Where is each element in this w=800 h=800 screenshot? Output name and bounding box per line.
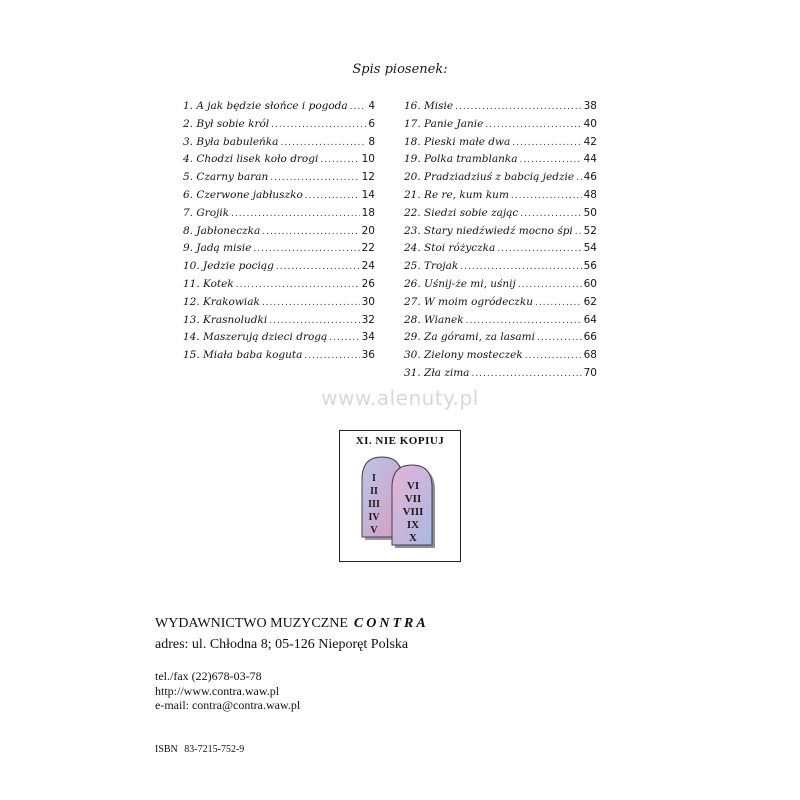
toc-entry: [183, 278, 375, 296]
toc-entry-page: 50: [583, 206, 597, 219]
toc-entry: [404, 349, 597, 367]
copyright-notice-title: XI. NIE KOPIUJ: [355, 435, 445, 447]
toc-entry-title: 29. Za górami, za lasami: [404, 331, 535, 344]
toc-entry-title: 4. Chodzi lisek koło drogi: [183, 153, 319, 166]
tablet-numeral: II: [370, 486, 378, 497]
toc-entry-title: 28. Wianek: [404, 313, 464, 326]
toc-entry-title: 31. Zła zima: [404, 366, 470, 379]
toc-entry-page: 48: [583, 188, 597, 201]
toc-entry-title: 6. Czerwone jabłuszko: [183, 188, 303, 201]
toc-entry: [183, 314, 375, 332]
toc-entry-title: 26. Uśnij-że mi, uśnij: [404, 277, 516, 290]
toc-entry-page: 62: [583, 295, 597, 308]
toc-entry: [183, 153, 375, 171]
toc-entry: [183, 207, 375, 225]
toc-entry: [404, 118, 597, 136]
toc-entry: [404, 367, 597, 385]
toc-entry-title: 30. Zielony mosteczek: [404, 349, 523, 362]
toc-entry: [183, 118, 375, 136]
commandment-tablets-icon: [340, 449, 460, 559]
toc-entry: [183, 242, 375, 260]
toc-entry-page: 4: [368, 100, 375, 112]
toc-entry-title: 22. Siedzi sobie zając: [404, 206, 519, 219]
toc-title: Spis piosenek:: [352, 62, 448, 77]
toc-entry-title: 21. Re re, kum kum: [404, 188, 509, 201]
publisher-email: e-mail: contra@contra.waw.pl: [155, 698, 301, 712]
toc-entry: [404, 242, 597, 260]
tablet-numeral: IX: [406, 519, 420, 531]
toc-entry-title: 10. Jedzie pociąg: [183, 260, 274, 273]
toc-entry-page: 56: [583, 260, 597, 273]
toc-entry: [404, 100, 597, 118]
toc-entry-page: 10: [361, 153, 375, 166]
copyright-notice-box: [339, 430, 461, 562]
toc-entry-title: 24. Stoi różyczka: [404, 242, 496, 255]
tablet-numeral: VII: [404, 493, 422, 505]
toc-entry-page: 26: [361, 277, 375, 290]
toc-entry-title: 9. Jadą misie: [183, 242, 252, 255]
toc-entry-title: 8. Jabłoneczka: [183, 224, 261, 237]
toc-entry-title: 11. Kotek: [183, 277, 234, 290]
toc-entry-page: 18: [361, 206, 375, 219]
publisher-line: [155, 616, 429, 632]
toc-entry-page: 36: [361, 349, 375, 362]
toc-entry: [404, 207, 597, 225]
toc-entry: [404, 331, 597, 349]
toc-entry-page: 38: [583, 100, 597, 112]
toc-entry-title: 25. Trojak: [404, 260, 459, 273]
toc-entry-page: 66: [583, 331, 597, 344]
toc-entry-page: 60: [583, 277, 597, 290]
toc-entry-title: 20. Pradziadziuś z babcią jedzie: [404, 171, 575, 184]
toc-entry: [404, 278, 597, 296]
publisher-phone: tel./fax (22)678-03-78: [155, 669, 262, 683]
toc-entry-page: 14: [361, 188, 375, 201]
toc-entry-page: 46: [583, 171, 597, 184]
toc-entry-title: 5. Czarny baran: [183, 171, 269, 184]
toc-column-right: [404, 100, 597, 385]
toc-entry-page: 24: [361, 260, 375, 273]
toc-entry: [404, 314, 597, 332]
toc-entry: [183, 189, 375, 207]
toc-entry-title: 23. Stary niedźwiedź mocno śpi: [404, 224, 573, 237]
publisher-address: adres: ul. Chłodna 8; 05-126 Nieporęt Polska: [155, 637, 409, 652]
toc-entry-page: 34: [361, 331, 375, 344]
toc-entry-title: 1. A jak będzie słońce i pogoda: [183, 100, 348, 112]
toc-entry-title: 18. Pieski małe dwa: [404, 135, 511, 148]
toc-entry-title: 13. Krasnoludki: [183, 313, 268, 326]
watermark-text: www.alenuty.pl: [321, 386, 479, 410]
tablet-numeral: IV: [368, 512, 380, 523]
toc-entry-page: 64: [583, 313, 597, 326]
toc-entry: [183, 296, 375, 314]
toc-entry: [183, 136, 375, 154]
toc-entry: [183, 331, 375, 349]
tablet-numeral: VIII: [402, 506, 424, 518]
publisher-name: WYDAWNICTWO MUZYCZNE: [155, 616, 348, 631]
toc-entry-page: 6: [368, 117, 375, 130]
toc-entry-title: 7. Grojik: [183, 206, 230, 219]
toc-entry-page: 54: [583, 242, 597, 255]
toc-entry: [183, 260, 375, 278]
isbn: ISBN 83-7215-752-9: [155, 744, 245, 755]
toc-entry: [404, 153, 597, 171]
toc-entry: [183, 100, 375, 118]
toc-entry-title: 2. Był sobie król: [183, 117, 270, 130]
tablet-numeral: III: [368, 499, 380, 510]
tablet-numeral: V: [370, 525, 378, 536]
toc-entry-title: 3. Była babuleńka: [183, 135, 279, 148]
toc-entry: [404, 189, 597, 207]
toc-entry-title: 14. Maszerują dzieci drogą: [183, 331, 328, 344]
toc-entry-page: 32: [361, 313, 375, 326]
toc-entry-title: 27. W moim ogródeczku: [404, 295, 533, 308]
toc-entry-page: 42: [583, 135, 597, 148]
toc-entry: [404, 260, 597, 278]
toc-entry-page: 20: [361, 224, 375, 237]
toc-entry: [183, 349, 375, 367]
tablet-numeral: X: [409, 532, 417, 544]
toc-entry: [404, 171, 597, 189]
toc-entry-page: 68: [583, 349, 597, 362]
toc-entry-page: 44: [583, 153, 597, 166]
tablet-numeral: VI: [406, 480, 420, 492]
toc-entry-page: 12: [361, 171, 375, 184]
toc-entry-page: 40: [583, 117, 597, 130]
toc-entry: [404, 225, 597, 243]
toc-entry-title: 19. Polka tramblanka: [404, 153, 518, 166]
toc-entry-title: 15. Miała baba koguta: [183, 349, 303, 362]
toc-entry: [183, 171, 375, 189]
toc-entry-page: 22: [361, 242, 375, 255]
toc-entry-title: 16. Misie: [404, 100, 454, 112]
toc-entry-page: 8: [368, 135, 375, 148]
toc-entry: [404, 296, 597, 314]
toc-entry: [183, 225, 375, 243]
tablet-numeral: I: [372, 473, 376, 484]
toc-entry-title: 17. Panie Janie: [404, 117, 484, 130]
toc-column-left: [183, 100, 375, 367]
toc-entry-page: 52: [583, 224, 597, 237]
publisher-brand: CONTRA: [353, 616, 429, 631]
toc-entry-page: 70: [583, 366, 597, 379]
toc-entry-page: 30: [361, 295, 375, 308]
publisher-website: http://www.contra.waw.pl: [155, 684, 280, 698]
toc-entry: [404, 136, 597, 154]
toc-entry-title: 12. Krakowiak: [183, 295, 260, 308]
